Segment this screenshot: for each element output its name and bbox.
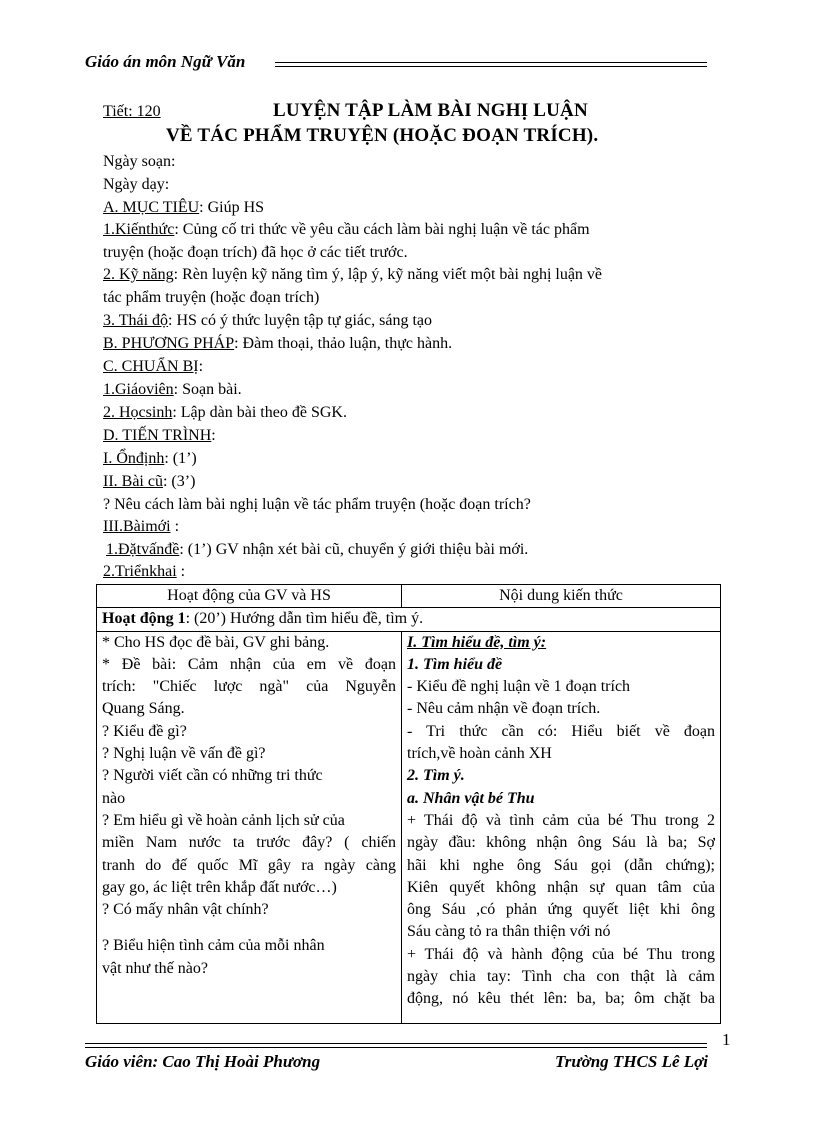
- table-row: ? Có mấy nhân vật chính?: [102, 901, 269, 919]
- muc-tieu-label: A. MỤC TIÊU: [103, 199, 200, 216]
- bai-moi-text: :: [170, 518, 180, 535]
- chuan-bi-text: :: [198, 358, 204, 375]
- giao-vien-line: [103, 379, 242, 401]
- col-left-header: Hoạt động của GV và HS: [97, 585, 402, 608]
- activity-text: : (20’) Hướng dẫn tìm hiểu đề, tìm ý.: [185, 610, 424, 628]
- col-right-header: Nội dung kiến thức: [402, 585, 721, 608]
- ky-nang-line2: tác phẩm truyện (hoặc đoạn trích): [103, 289, 320, 306]
- table-row: * Đề bài: Cảm nhận của em về đoạn: [102, 655, 396, 673]
- kien-thuc-line2: truyện (hoặc đoạn trích) đã học ở các tiết trước.: [103, 244, 408, 261]
- activity-cell: [97, 608, 721, 631]
- table-row: miền Nam nước ta trước đây? ( chiến: [102, 834, 396, 852]
- kien-thuc-text: : Củng cố tri thức về yêu cầu cách làm bài nghị luận về tác phẩm: [174, 221, 590, 238]
- on-dinh-text: : (1’): [164, 450, 197, 467]
- lesson-title-line2: VỀ TÁC PHẨM TRUYỆN (HOẶC ĐOẠN TRÍCH).: [166, 125, 599, 146]
- ngay-day: Ngày dạy:: [103, 176, 170, 193]
- thai-do-text: : HS có ý thức luyện tập tự giác, sáng tạo: [168, 312, 432, 329]
- ky-nang-label: 2. Kỹ năng: [103, 266, 174, 283]
- hoc-sinh-line: [103, 402, 347, 424]
- ky-nang-line: [103, 264, 602, 286]
- on-dinh-line: [103, 448, 197, 470]
- table-row: * Cho HS đọc đề bài, GV ghi bảng.: [102, 633, 330, 651]
- phuong-phap-label: B. PHƯƠNG PHÁP: [103, 335, 235, 352]
- footer-school: Trường THCS Lê Lợi: [555, 1052, 708, 1071]
- giao-vien-label: 1.Giáoviên: [103, 381, 174, 398]
- chuan-bi-label: C. CHUẨN BỊ: [103, 358, 199, 375]
- table-row: ? Người viết cần có những tri thức: [102, 767, 323, 785]
- tien-trinh-line: [103, 425, 216, 447]
- tien-trinh-label: D. TIẾN TRÌNH: [103, 427, 212, 444]
- hoc-sinh-text: : Lập dàn bài theo đề SGK.: [172, 404, 347, 421]
- activity-label: Hoạt động 1: [102, 610, 186, 628]
- tien-trinh-text: :: [211, 427, 216, 444]
- giao-vien-text: : Soạn bài.: [173, 381, 242, 398]
- table-row: trích: "Chiếc lược ngà" của Nguyễn: [102, 678, 396, 696]
- hoc-sinh-label: 2. Họcsinh: [103, 404, 173, 421]
- list-item: + Thái độ và tình cảm của bé Thu trong 2: [407, 811, 715, 829]
- table-row: ? Kiểu đề gì?: [102, 722, 187, 740]
- content-row: [97, 631, 721, 1023]
- ngay-soan: Ngày soạn:: [103, 153, 176, 170]
- ky-nang-text: : Rèn luyện kỹ năng tìm ý, lập ý, kỹ năng viết một bài nghị luận về: [173, 266, 603, 283]
- list-item: động, nó kêu thét lên: ba, ba; ôm chặt ba: [407, 990, 715, 1008]
- footer-rule: [85, 1043, 707, 1044]
- list-item: Sáu càng tỏ ra thân thiện với nó: [407, 923, 611, 941]
- table-row: ? Em hiểu gì về hoàn cảnh lịch sử của: [102, 811, 345, 829]
- trien-khai-line: [103, 561, 185, 583]
- kien-thuc-line: [103, 219, 590, 241]
- phuong-phap-text: : Đàm thoại, thảo luận, thực hành.: [234, 335, 453, 352]
- table-header-row: [97, 585, 721, 608]
- table-row: tranh do đế quốc Mĩ gây ra ngày càng: [102, 856, 396, 874]
- activity-row: [97, 608, 721, 631]
- list-item: Kiên quyết không nhận sự quan tâm của: [407, 878, 715, 896]
- bai-cu-line: [103, 471, 195, 493]
- table-row: vật như thế nào?: [102, 959, 208, 977]
- muc-tieu-text: : Giúp HS: [199, 199, 265, 216]
- header-rule: [275, 62, 707, 63]
- section-heading: I. Tìm hiểu đề, tìm ý:: [407, 633, 547, 651]
- bai-moi-line: [103, 516, 179, 538]
- subsection-heading: a. Nhân vật bé Thu: [407, 789, 535, 807]
- footer-teacher: Giáo viên: Cao Thị Hoài Phương: [85, 1052, 321, 1071]
- list-item: hãi khi nghe ông Sáu gọi (dẫn chứng);: [407, 856, 715, 874]
- thai-do-line: [103, 310, 432, 332]
- list-item: ông Sáu ,có phản ứng quyết liệt khi ông: [407, 901, 715, 919]
- list-item: trích,về hoàn cảnh XH: [407, 745, 552, 763]
- dat-van-de-label: 1.Đặtvấnđề: [106, 541, 180, 558]
- bai-cu-text: : (3’): [162, 473, 196, 490]
- lesson-title-line1: LUYỆN TẬP LÀM BÀI NGHỊ LUẬN: [273, 100, 588, 121]
- table-row: ? Biểu hiện tình cảm của mỗi nhân: [102, 937, 325, 955]
- header-title: Giáo án môn Ngữ Văn: [85, 52, 246, 71]
- list-item: - Tri thức cần có: Hiểu biết về đoạn: [407, 722, 715, 740]
- trien-khai-label: 2.Triểnkhai: [103, 563, 177, 580]
- table-row: gay go, ác liệt trên khắp đất nước…): [102, 878, 337, 896]
- subsection-heading: 2. Tìm ý.: [407, 767, 465, 785]
- teacher-student-activities: [97, 631, 402, 1023]
- knowledge-content: [402, 631, 721, 1023]
- list-item: - Kiểu đề nghị luận về 1 đoạn trích: [407, 678, 631, 696]
- table-row: nào: [102, 789, 126, 807]
- trien-khai-text: :: [176, 563, 186, 580]
- bai-cu-question: ? Nêu cách làm bài nghị luận về tác phẩm truyện (hoặc đoạn trích?: [103, 496, 531, 513]
- header-rule: [275, 66, 707, 67]
- kien-thuc-label: 1.Kiếnthức: [103, 221, 175, 238]
- phuong-phap-line: [103, 333, 452, 355]
- list-item: - Nêu cảm nhận về đoạn trích.: [407, 700, 601, 718]
- lesson-table: [96, 584, 721, 1024]
- list-item: ngày chia tay: Tình cha con thật là cảm: [407, 968, 715, 986]
- list-item: + Thái độ và hành động của bé Thu trong: [407, 945, 715, 963]
- table-row: ? Nghị luận về vấn đề gì?: [102, 745, 266, 763]
- bai-cu-label: II. Bài cũ: [103, 473, 163, 490]
- dat-van-de-text: : (1’) GV nhận xét bài cũ, chuyển ý giới thiệu bài mới.: [179, 541, 529, 558]
- subsection-heading: 1. Tìm hiểu đề: [407, 655, 503, 673]
- dat-van-de-line: [106, 539, 528, 561]
- lesson-number: Tiết: 120: [103, 103, 161, 120]
- table-row: Quang Sáng.: [102, 700, 185, 718]
- muc-tieu-line: [103, 197, 264, 219]
- page-number: 1: [722, 1030, 731, 1049]
- footer-rule: [85, 1047, 707, 1048]
- thai-do-label: 3. Thái độ: [103, 312, 169, 329]
- chuan-bi-line: [103, 356, 203, 378]
- on-dinh-label: I. Ổnđịnh: [103, 450, 165, 467]
- list-item: ngày đầu: không nhận ông Sáu là ba; Sợ: [407, 834, 715, 852]
- table-spacer: [102, 921, 396, 935]
- bai-moi-label: III.Bàimới: [103, 518, 171, 535]
